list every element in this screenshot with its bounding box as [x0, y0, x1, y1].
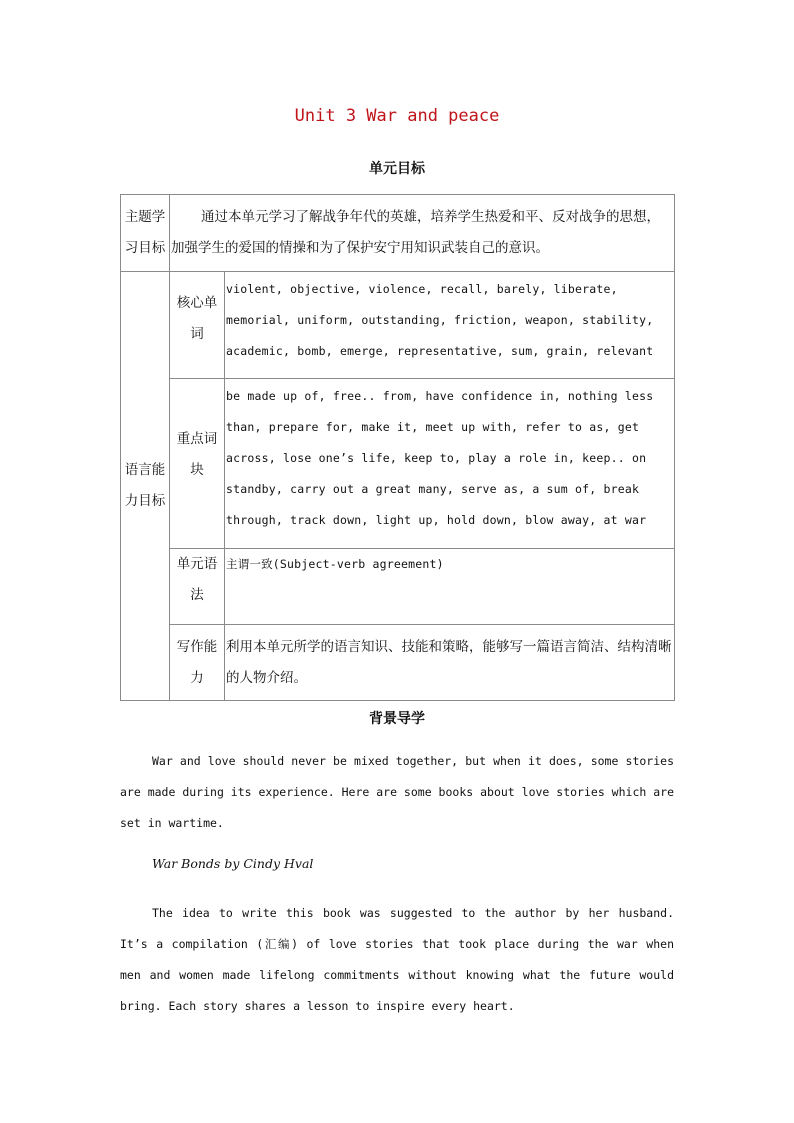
key-phrases-row	[121, 379, 675, 549]
unit-goals-heading: 单元目标	[369, 161, 425, 177]
theme-goals-text: 通过本单元学习了解战争年代的英雄，培养学生热爱和平、反对战争的思想，加强学生的爱国的情操和为了保护安宁用知识武装自己的意识。	[170, 195, 675, 272]
writing-row	[121, 625, 675, 701]
theme-goals-row	[121, 195, 675, 272]
core-words-label: 核心单词	[170, 272, 225, 379]
grammar-text: 主谓一致(Subject-verb agreement)	[225, 549, 675, 625]
writing-label: 写作能力	[170, 625, 225, 701]
book-title: War Bonds by Cindy Hval	[152, 856, 314, 871]
language-goals-label: 语言能力目标	[121, 272, 170, 701]
key-phrases-text: be made up of, free.. from, have confidence in, nothing less than, prepare for, make it, meet up with, refer to as, get across, lose one’s life, keep to, play a role in, keep.. on standby, carry out a great many, serve as, a sum of, break through, track down, light up, hold down, blow away, at war	[225, 379, 675, 549]
background-heading: 背景导学	[369, 711, 425, 727]
grammar-row	[121, 549, 675, 625]
book-description-paragraph: The idea to write this book was suggested to the author by her husband. It’s a compilation (汇编) of love stories that took place during the war when men and women made lifelong commitments without knowing what the future would bring. Each story shares a lesson to inspire every heart.	[120, 906, 674, 1013]
core-words-row	[121, 272, 675, 379]
theme-goals-label: 主题学习目标	[121, 195, 170, 272]
core-words-text: violent, objective, violence, recall, barely, liberate, memorial, uniform, outstanding, friction, weapon, stability, academic, bomb, emerge, representative, sum, grain, relevant	[225, 272, 675, 379]
unit-goals-table	[120, 194, 675, 701]
writing-text: 利用本单元所学的语言知识、技能和策略，能够写一篇语言简洁、结构清晰的人物介绍。	[225, 625, 675, 701]
key-phrases-label: 重点词块	[170, 379, 225, 549]
document-title: Unit 3 War and peace	[294, 106, 500, 126]
grammar-label: 单元语法	[170, 549, 225, 625]
background-intro-paragraph: War and love should never be mixed together, but when it does, some stories are made during its experience. Here are some books about love stories which are set in wartime.	[120, 754, 674, 830]
